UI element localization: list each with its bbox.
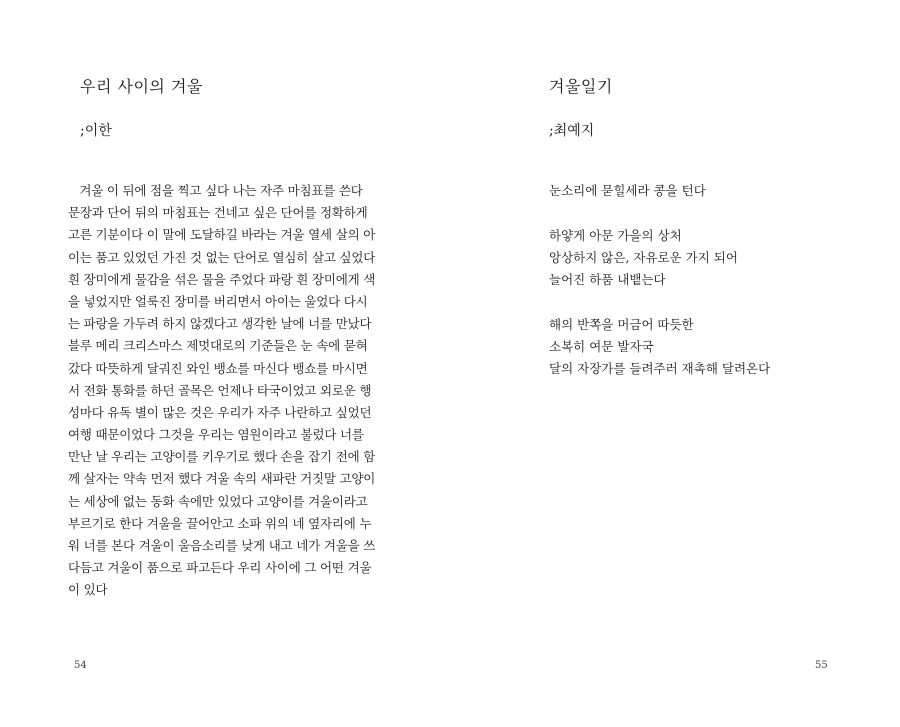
poem-line: 이 있다 [68,582,108,598]
poem-line: 하얗게 아문 가을의 상처 [549,228,682,243]
poem-title: 겨울일기 [549,77,613,96]
poem-line: 블루 메리 크리스마스 제멋대로의 기준들은 눈 속에 묻혀 [68,338,368,354]
poem-line: 는 파랑을 가두려 하지 않겠다고 생각한 날에 너를 만났다 [68,316,372,332]
poem-line: 겨울 이 뒤에 점을 찍고 싶다 나는 자주 마침표를 쓴다 [68,183,363,198]
poem-line: 성마다 유독 별이 많은 것은 우리가 자주 나란하고 싶었던 [68,404,372,420]
poem-stanza [549,314,770,381]
page-number: 54 [74,660,87,671]
poem-line: 부르기로 한다 겨울을 끌어안고 소파 위의 네 옆자리에 누 [68,515,372,531]
poem-line: 다듬고 겨울이 품으로 파고든다 우리 사이에 그 어떤 겨울 [68,560,372,576]
poem-title: 우리 사이의 겨울 [80,77,203,96]
poem-line: 고른 기분이다 이 말에 도달하길 바라는 겨울 열세 살의 아 [68,227,376,243]
poem-line: 해의 반쪽을 머금어 따듯한 [549,317,694,332]
poem-body [68,180,376,602]
poem-line: 는 세상에 없는 동화 속에만 있었다 고양이를 겨울이라고 [68,493,368,509]
poem-line: 서 전화 통화를 하던 골목은 언제나 타국이었고 외로운 행 [68,382,372,398]
poem-line: 문장과 단어 뒤의 마침표는 건네고 싶은 단어를 정확하게 [68,205,368,221]
poem-author: ;최예지 [549,123,595,139]
poem-line: 을 넣었지만 얼룩진 장미를 버리면서 아이는 울었다 다시 [68,293,368,309]
poem-stanza [549,180,706,202]
poem-line: 앙상하지 않은, 자유로운 가지 되어 [549,250,738,266]
poem-line: 흰 장미에게 물감을 섞은 물을 주었다 파랑 흰 장미에게 색 [68,271,376,287]
poem-line: 달의 자장가를 들려주러 재촉해 달려온다 [549,361,771,377]
poem-line: 이는 품고 있었던 가진 것 없는 단어로 열심히 살고 싶었다 [68,249,376,265]
poem-line: 소복히 여문 발자국 [549,339,654,355]
poem-stanza [549,225,738,292]
poem-line: 늘어진 하품 내뱉는다 [549,272,666,288]
poem-line: 만난 날 우리는 고양이를 키우기로 했다 손을 잡기 전에 함 [68,449,376,465]
poem-line: 께 살자는 약속 먼저 했다 겨울 속의 새파란 거짓말 고양이 [68,471,376,487]
poem-line: 갔다 따뜻하게 달궈진 와인 뱅쇼를 마신다 뱅쇼를 마시면 [68,360,368,376]
right-page [450,0,900,727]
poem-author: ;이한 [80,123,112,139]
poem-line: 워 너를 본다 겨울이 울음소리를 낮게 내고 네가 겨울을 쓰 [68,538,376,553]
poem-line: 여행 때문이었다 그것을 우리는 염원이라고 불렀다 너를 [68,427,364,443]
poem-line: 눈소리에 묻힐세라 콩을 턴다 [549,183,706,198]
page-number: 55 [815,660,828,671]
